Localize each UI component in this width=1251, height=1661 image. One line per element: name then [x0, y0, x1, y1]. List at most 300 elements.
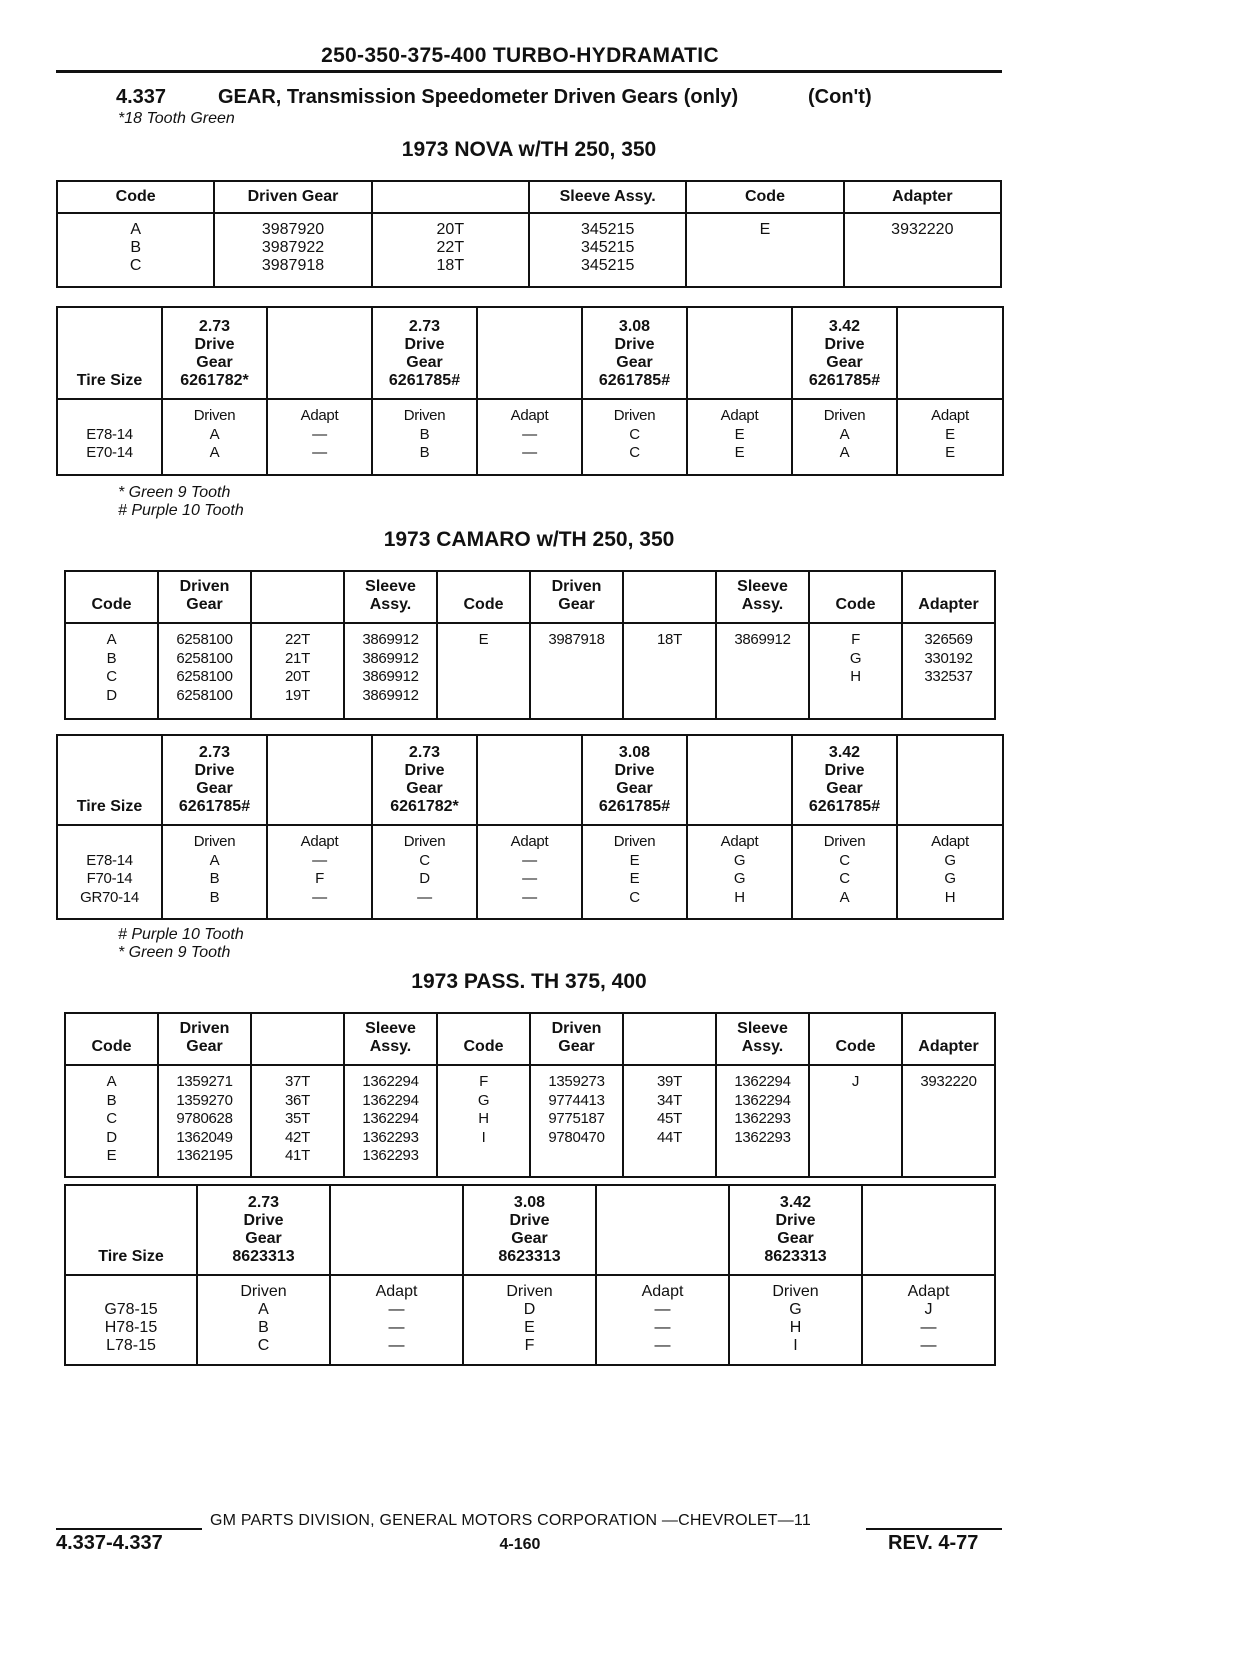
- table-header-cell: [897, 735, 1003, 825]
- table-header-cell: [57, 307, 162, 399]
- table-cell: [716, 623, 809, 719]
- cell-line: Drive: [404, 336, 445, 353]
- camaro-gear-table: [64, 570, 996, 720]
- cell-line: Gear: [616, 354, 653, 371]
- table-header-cell: [530, 571, 623, 623]
- cell-line: 3932220: [891, 221, 954, 238]
- cell-line: E: [478, 631, 489, 648]
- cell-line: Driven: [179, 1020, 230, 1037]
- cell-line: 1359271: [176, 1073, 233, 1090]
- cell-line: 326569: [924, 631, 973, 648]
- cell-line: 6261785#: [178, 798, 251, 815]
- table-header-cell: [158, 1013, 251, 1065]
- cell-line: F: [479, 1073, 488, 1090]
- cell-line: A: [209, 851, 220, 869]
- cell-line: Gear: [186, 596, 223, 613]
- cell-line: E: [106, 1147, 117, 1164]
- cell-line: —: [920, 1337, 937, 1354]
- cell-line: C: [257, 1337, 270, 1354]
- nova-col-code: Code: [57, 181, 214, 213]
- cell-line: Driven: [506, 1283, 553, 1300]
- table-cell: [530, 623, 623, 719]
- nova-note-purple: # Purple 10 Tooth: [118, 502, 244, 519]
- cell-line: C: [839, 870, 850, 887]
- cell-line: Driven: [193, 407, 236, 424]
- cell-line: Drive: [509, 1212, 550, 1229]
- cell-line: 1359273: [548, 1073, 605, 1090]
- cell-line: I: [481, 1128, 486, 1146]
- table-cell: [902, 623, 995, 719]
- cell-line: 3.42: [828, 318, 861, 335]
- cell-line: 3.08: [618, 744, 651, 761]
- cell-line: 1362049: [176, 1128, 233, 1146]
- table-cell: [372, 825, 477, 919]
- table-cell: [267, 825, 372, 919]
- cell-line: E: [629, 851, 640, 869]
- table-cell: [344, 623, 437, 719]
- cell-line: Tire Size: [76, 798, 143, 815]
- table-cell: [437, 1065, 530, 1177]
- cell-line: 1362294: [362, 1091, 419, 1109]
- cell-line: Driven: [823, 407, 866, 424]
- table-header-cell: [687, 735, 792, 825]
- cell-line: 1359270: [176, 1091, 233, 1109]
- cell-line: E78-14: [86, 425, 133, 443]
- cell-line: 22T: [436, 239, 465, 256]
- cell-line: 3869912: [362, 631, 419, 648]
- cell-line: 6261785#: [808, 798, 881, 815]
- cell-line: F: [524, 1337, 535, 1354]
- table-cell: [158, 1065, 251, 1177]
- table-header-cell: [792, 735, 897, 825]
- cell-line: Assy.: [369, 596, 412, 613]
- cell-line: E: [734, 444, 745, 461]
- table-header-cell: [687, 307, 792, 399]
- cell-line: Code: [463, 596, 504, 613]
- cell-line: 9780628: [176, 1110, 233, 1127]
- cell-line: 21T: [285, 649, 310, 667]
- table-cell: [729, 1275, 862, 1365]
- table-cell: [687, 825, 792, 919]
- cell-line: 8623313: [232, 1248, 295, 1265]
- cell-line: Drive: [614, 762, 655, 779]
- table-header-cell: [344, 1013, 437, 1065]
- cell-line: Tire Size: [76, 372, 143, 389]
- cell-line: G: [733, 851, 746, 869]
- cell-line: [624, 1038, 715, 1056]
- cell-line: [268, 372, 371, 390]
- cell-line: Gear: [406, 354, 443, 371]
- cell-line: —: [388, 1337, 405, 1354]
- cell-line: C: [106, 1110, 117, 1127]
- cell-line: —: [654, 1337, 671, 1354]
- cell-line: 3987918: [548, 631, 605, 648]
- cell-line: 9774413: [548, 1091, 605, 1109]
- cell-line: Gear: [186, 1038, 223, 1055]
- cell-line: Adapt: [720, 407, 759, 424]
- table-header-cell: [65, 1013, 158, 1065]
- cell-line: E: [524, 1319, 535, 1336]
- table-header-cell: [158, 571, 251, 623]
- table-cell: [197, 1275, 330, 1365]
- table-header-cell: [463, 1185, 596, 1275]
- table-cell: [330, 1275, 463, 1365]
- cell-line: 345215: [580, 221, 635, 238]
- table-cell: [372, 213, 529, 287]
- cell-line: —: [522, 870, 537, 887]
- table-cell: [477, 399, 582, 475]
- table-header-cell: [716, 571, 809, 623]
- cell-line: 6261785#: [598, 798, 671, 815]
- cell-line: H: [850, 668, 861, 685]
- cell-line: —: [312, 444, 327, 461]
- table-cell: [251, 1065, 344, 1177]
- table-header-cell: [57, 735, 162, 825]
- cell-line: 3869912: [734, 631, 791, 648]
- table-header-cell: [251, 1013, 344, 1065]
- table-header-cell: [372, 307, 477, 399]
- table-cell: [162, 399, 267, 475]
- cell-line: Gear: [196, 354, 233, 371]
- cell-line: [331, 1248, 462, 1266]
- cell-line: 3.42: [779, 1194, 812, 1211]
- cell-line: 3869912: [362, 668, 419, 685]
- cell-line: Driven: [823, 833, 866, 850]
- cell-line: 3987920: [261, 221, 325, 238]
- cell-line: Driven: [403, 833, 446, 850]
- cell-line: 6258100: [176, 649, 233, 667]
- table-cell: [897, 399, 1003, 475]
- table-header-cell: [344, 571, 437, 623]
- cell-line: I: [793, 1337, 798, 1354]
- cell-line: Drive: [824, 762, 865, 779]
- cell-line: [268, 798, 371, 816]
- table-header-cell: [897, 307, 1003, 399]
- table-header-cell: [267, 307, 372, 399]
- footer-section-range: 4.337-4.337: [56, 1532, 163, 1554]
- table-header-cell: [65, 571, 158, 623]
- cell-line: B: [209, 888, 220, 906]
- cell-line: C: [629, 425, 640, 443]
- table-cell: [437, 623, 530, 719]
- cell-line: B: [419, 444, 430, 461]
- cell-line: [252, 1038, 343, 1056]
- cell-line: Drive: [614, 336, 655, 353]
- table-cell: [158, 623, 251, 719]
- cell-line: 8623313: [498, 1248, 561, 1265]
- cell-line: —: [522, 851, 537, 869]
- table-header-cell: [623, 1013, 716, 1065]
- cell-line: [597, 1248, 728, 1266]
- camaro-note-green: * Green 9 Tooth: [118, 944, 231, 961]
- cell-line: 9780470: [548, 1128, 605, 1146]
- cell-line: Driven: [193, 833, 236, 850]
- cell-line: Driven: [179, 578, 230, 595]
- cell-line: Adapter: [918, 596, 979, 613]
- cell-line: Driven: [240, 1283, 287, 1300]
- table-header-cell: [251, 571, 344, 623]
- cell-line: A: [209, 444, 220, 461]
- nova-col-teeth: [372, 181, 529, 213]
- cell-line: Sleeve: [737, 578, 788, 595]
- table-cell: [65, 1275, 197, 1365]
- cell-line: F: [851, 631, 860, 648]
- cell-line: A: [839, 425, 850, 443]
- cell-line: H: [789, 1319, 802, 1336]
- camaro-tire-table: [56, 734, 1004, 920]
- cell-line: 20T: [285, 668, 310, 685]
- cell-line: 345215: [580, 239, 635, 256]
- cell-line: Adapt: [931, 407, 969, 424]
- cell-line: Code: [835, 596, 876, 613]
- table-header-cell: [862, 1185, 995, 1275]
- cell-line: D: [106, 1128, 117, 1146]
- pass-gear-table: [64, 1012, 996, 1178]
- cell-line: —: [388, 1301, 405, 1318]
- cell-line: G: [849, 649, 862, 667]
- cell-line: [863, 1248, 994, 1266]
- cell-line: L78-15: [106, 1337, 156, 1354]
- table-cell: [623, 1065, 716, 1177]
- cell-line: A: [106, 1073, 117, 1090]
- cell-line: C: [629, 888, 640, 906]
- cell-line: —: [312, 425, 327, 443]
- cell-line: 2.73: [198, 318, 231, 335]
- cell-line: Adapt: [510, 407, 549, 424]
- table-header-cell: [65, 1185, 197, 1275]
- table-header-cell: [809, 1013, 902, 1065]
- table-header-cell: [477, 307, 582, 399]
- cell-line: 6258100: [176, 668, 233, 685]
- cell-line: B: [130, 239, 141, 256]
- cell-line: G: [944, 851, 956, 869]
- table-cell: [214, 213, 371, 287]
- table-header-cell: [530, 1013, 623, 1065]
- cell-line: 45T: [657, 1110, 682, 1127]
- table-cell: [792, 825, 897, 919]
- table-cell: [251, 623, 344, 719]
- cell-line: C: [629, 444, 640, 461]
- nova-col-sleeve: Sleeve Assy.: [529, 181, 686, 213]
- camaro-title: 1973 CAMARO w/TH 250, 350: [383, 528, 675, 551]
- cell-line: 6261785#: [598, 372, 671, 389]
- table-header-cell: [623, 571, 716, 623]
- cell-line: B: [258, 1319, 269, 1336]
- table-header-cell: [197, 1185, 330, 1275]
- cell-line: 1362293: [362, 1147, 419, 1164]
- cell-line: G: [733, 870, 746, 887]
- cell-line: 19T: [285, 686, 310, 704]
- cell-line: Adapt: [300, 833, 339, 850]
- table-header-cell: [716, 1013, 809, 1065]
- cell-line: Adapter: [918, 1038, 979, 1055]
- footer-page-number: 4-160: [499, 1536, 541, 1553]
- cell-line: —: [417, 888, 432, 906]
- cell-line: —: [312, 888, 327, 906]
- table-header-cell: [267, 735, 372, 825]
- footer-rule-right: [866, 1528, 1002, 1530]
- cell-line: Gear: [616, 780, 653, 797]
- cell-line: 1362195: [176, 1147, 233, 1164]
- cell-line: 1362294: [362, 1073, 419, 1090]
- cell-line: —: [654, 1319, 671, 1336]
- footer-publisher: GM PARTS DIVISION, GENERAL MOTORS CORPORATION —CHEVROLET—11: [210, 1512, 811, 1529]
- table-header-cell: [372, 735, 477, 825]
- cell-line: Driven: [613, 833, 656, 850]
- cell-line: 3932220: [920, 1073, 977, 1090]
- cell-line: [898, 798, 1002, 816]
- cell-line: Drive: [194, 336, 235, 353]
- table-cell: [902, 1065, 995, 1177]
- table-cell: [57, 825, 162, 919]
- cell-line: [624, 596, 715, 614]
- cell-line: 3.42: [828, 744, 861, 761]
- cell-line: Adapt: [907, 1283, 950, 1300]
- table-cell: [267, 399, 372, 475]
- table-header-cell: [162, 735, 267, 825]
- table-header-cell: [477, 735, 582, 825]
- table-cell: [582, 399, 687, 475]
- table-cell: [809, 623, 902, 719]
- cell-line: 18T: [657, 631, 682, 648]
- cell-line: 6258100: [176, 631, 233, 648]
- cell-line: E: [759, 221, 771, 238]
- cell-line: Tire Size: [98, 1248, 164, 1265]
- header-rule: [56, 70, 1002, 73]
- cell-line: D: [419, 870, 430, 887]
- cell-line: H: [478, 1110, 489, 1127]
- pass-title: 1973 PASS. TH 375, 400: [411, 970, 647, 993]
- table-cell: [792, 399, 897, 475]
- cell-line: [252, 596, 343, 614]
- cell-line: 6261782*: [390, 798, 459, 815]
- footer-rule-left: [56, 1528, 202, 1530]
- table-cell: [716, 1065, 809, 1177]
- cell-line: 330192: [924, 649, 973, 667]
- table-cell: [596, 1275, 729, 1365]
- cell-line: [58, 407, 161, 426]
- cell-line: 3.08: [513, 1194, 546, 1211]
- cell-line: Driven: [403, 407, 446, 424]
- cell-line: Code: [463, 1038, 504, 1055]
- nova-col-driven-gear: Driven Gear: [214, 181, 371, 213]
- cell-line: B: [106, 1091, 117, 1109]
- section-continued: (Con't): [808, 86, 872, 108]
- table-header-cell: [809, 571, 902, 623]
- cell-line: 1362294: [362, 1110, 419, 1127]
- table-cell: [65, 1065, 158, 1177]
- cell-line: 37T: [285, 1073, 310, 1090]
- cell-line: 36T: [285, 1091, 310, 1109]
- cell-line: 39T: [657, 1073, 682, 1090]
- cell-line: Assy.: [369, 1038, 412, 1055]
- cell-line: 22T: [285, 631, 310, 648]
- table-cell: [530, 1065, 623, 1177]
- cell-line: 2.73: [408, 744, 441, 761]
- table-cell: [582, 825, 687, 919]
- cell-line: C: [106, 668, 117, 685]
- cell-line: [66, 1283, 196, 1301]
- nova-title: 1973 NOVA w/TH 250, 350: [401, 138, 657, 161]
- cell-line: C: [419, 851, 430, 869]
- table-cell: [57, 213, 214, 287]
- cell-line: Driven: [551, 1020, 602, 1037]
- cell-line: Drive: [775, 1212, 816, 1229]
- cell-line: —: [388, 1319, 405, 1336]
- cell-line: Adapt: [300, 407, 339, 424]
- cell-line: 345215: [580, 257, 635, 274]
- cell-line: 1362294: [734, 1073, 791, 1090]
- cell-line: 44T: [657, 1128, 682, 1146]
- cell-line: B: [419, 425, 430, 443]
- table-header-cell: [437, 1013, 530, 1065]
- cell-line: [58, 833, 161, 852]
- cell-line: A: [106, 631, 117, 648]
- cell-line: Gear: [511, 1230, 548, 1247]
- cell-line: H78-15: [104, 1319, 158, 1336]
- cell-line: —: [920, 1319, 937, 1336]
- cell-line: 3987922: [261, 239, 325, 256]
- cell-line: C: [129, 257, 142, 274]
- cell-line: [478, 798, 581, 816]
- cell-line: Gear: [245, 1230, 282, 1247]
- cell-line: G: [477, 1091, 490, 1109]
- cell-line: Drive: [194, 762, 235, 779]
- cell-line: 9775187: [548, 1110, 605, 1127]
- cell-line: 332537: [924, 668, 973, 685]
- cell-line: E: [945, 425, 955, 443]
- table-cell: [897, 825, 1003, 919]
- nova-tire-table: [56, 306, 1004, 476]
- cell-line: A: [839, 888, 850, 906]
- table-header-cell: [902, 571, 995, 623]
- table-cell: [463, 1275, 596, 1365]
- cell-line: Assy.: [741, 1038, 784, 1055]
- nova-col-code2: Code: [686, 181, 843, 213]
- cell-line: 1362293: [734, 1110, 791, 1127]
- table-header-cell: [582, 735, 687, 825]
- table-header-cell: [582, 307, 687, 399]
- cell-line: A: [258, 1301, 269, 1318]
- cell-line: Drive: [243, 1212, 284, 1229]
- cell-line: Drive: [824, 336, 865, 353]
- table-cell: [529, 213, 686, 287]
- cell-line: F70-14: [86, 870, 133, 887]
- cell-line: G78-15: [104, 1301, 158, 1318]
- cell-line: 1362293: [734, 1128, 791, 1146]
- cell-line: C: [839, 851, 850, 869]
- cell-line: 35T: [285, 1110, 310, 1127]
- cell-line: Gear: [406, 780, 443, 797]
- cell-line: 1362294: [734, 1091, 791, 1109]
- table-cell: [686, 213, 843, 287]
- page-header-title: 250-350-375-400 TURBO-HYDRAMATIC: [321, 44, 719, 67]
- cell-line: Sleeve: [737, 1020, 788, 1037]
- cell-line: E: [945, 444, 955, 461]
- table-header-cell: [729, 1185, 862, 1275]
- cell-line: D: [523, 1301, 536, 1318]
- cell-line: —: [522, 444, 537, 461]
- cell-line: Gear: [558, 1038, 595, 1055]
- cell-line: Code: [91, 1038, 132, 1055]
- cell-line: B: [209, 870, 220, 887]
- cell-line: [688, 798, 791, 816]
- cell-line: Code: [91, 596, 132, 613]
- cell-line: Adapt: [931, 833, 969, 850]
- table-cell: [862, 1275, 995, 1365]
- cell-line: [898, 372, 1002, 390]
- cell-line: —: [522, 425, 537, 443]
